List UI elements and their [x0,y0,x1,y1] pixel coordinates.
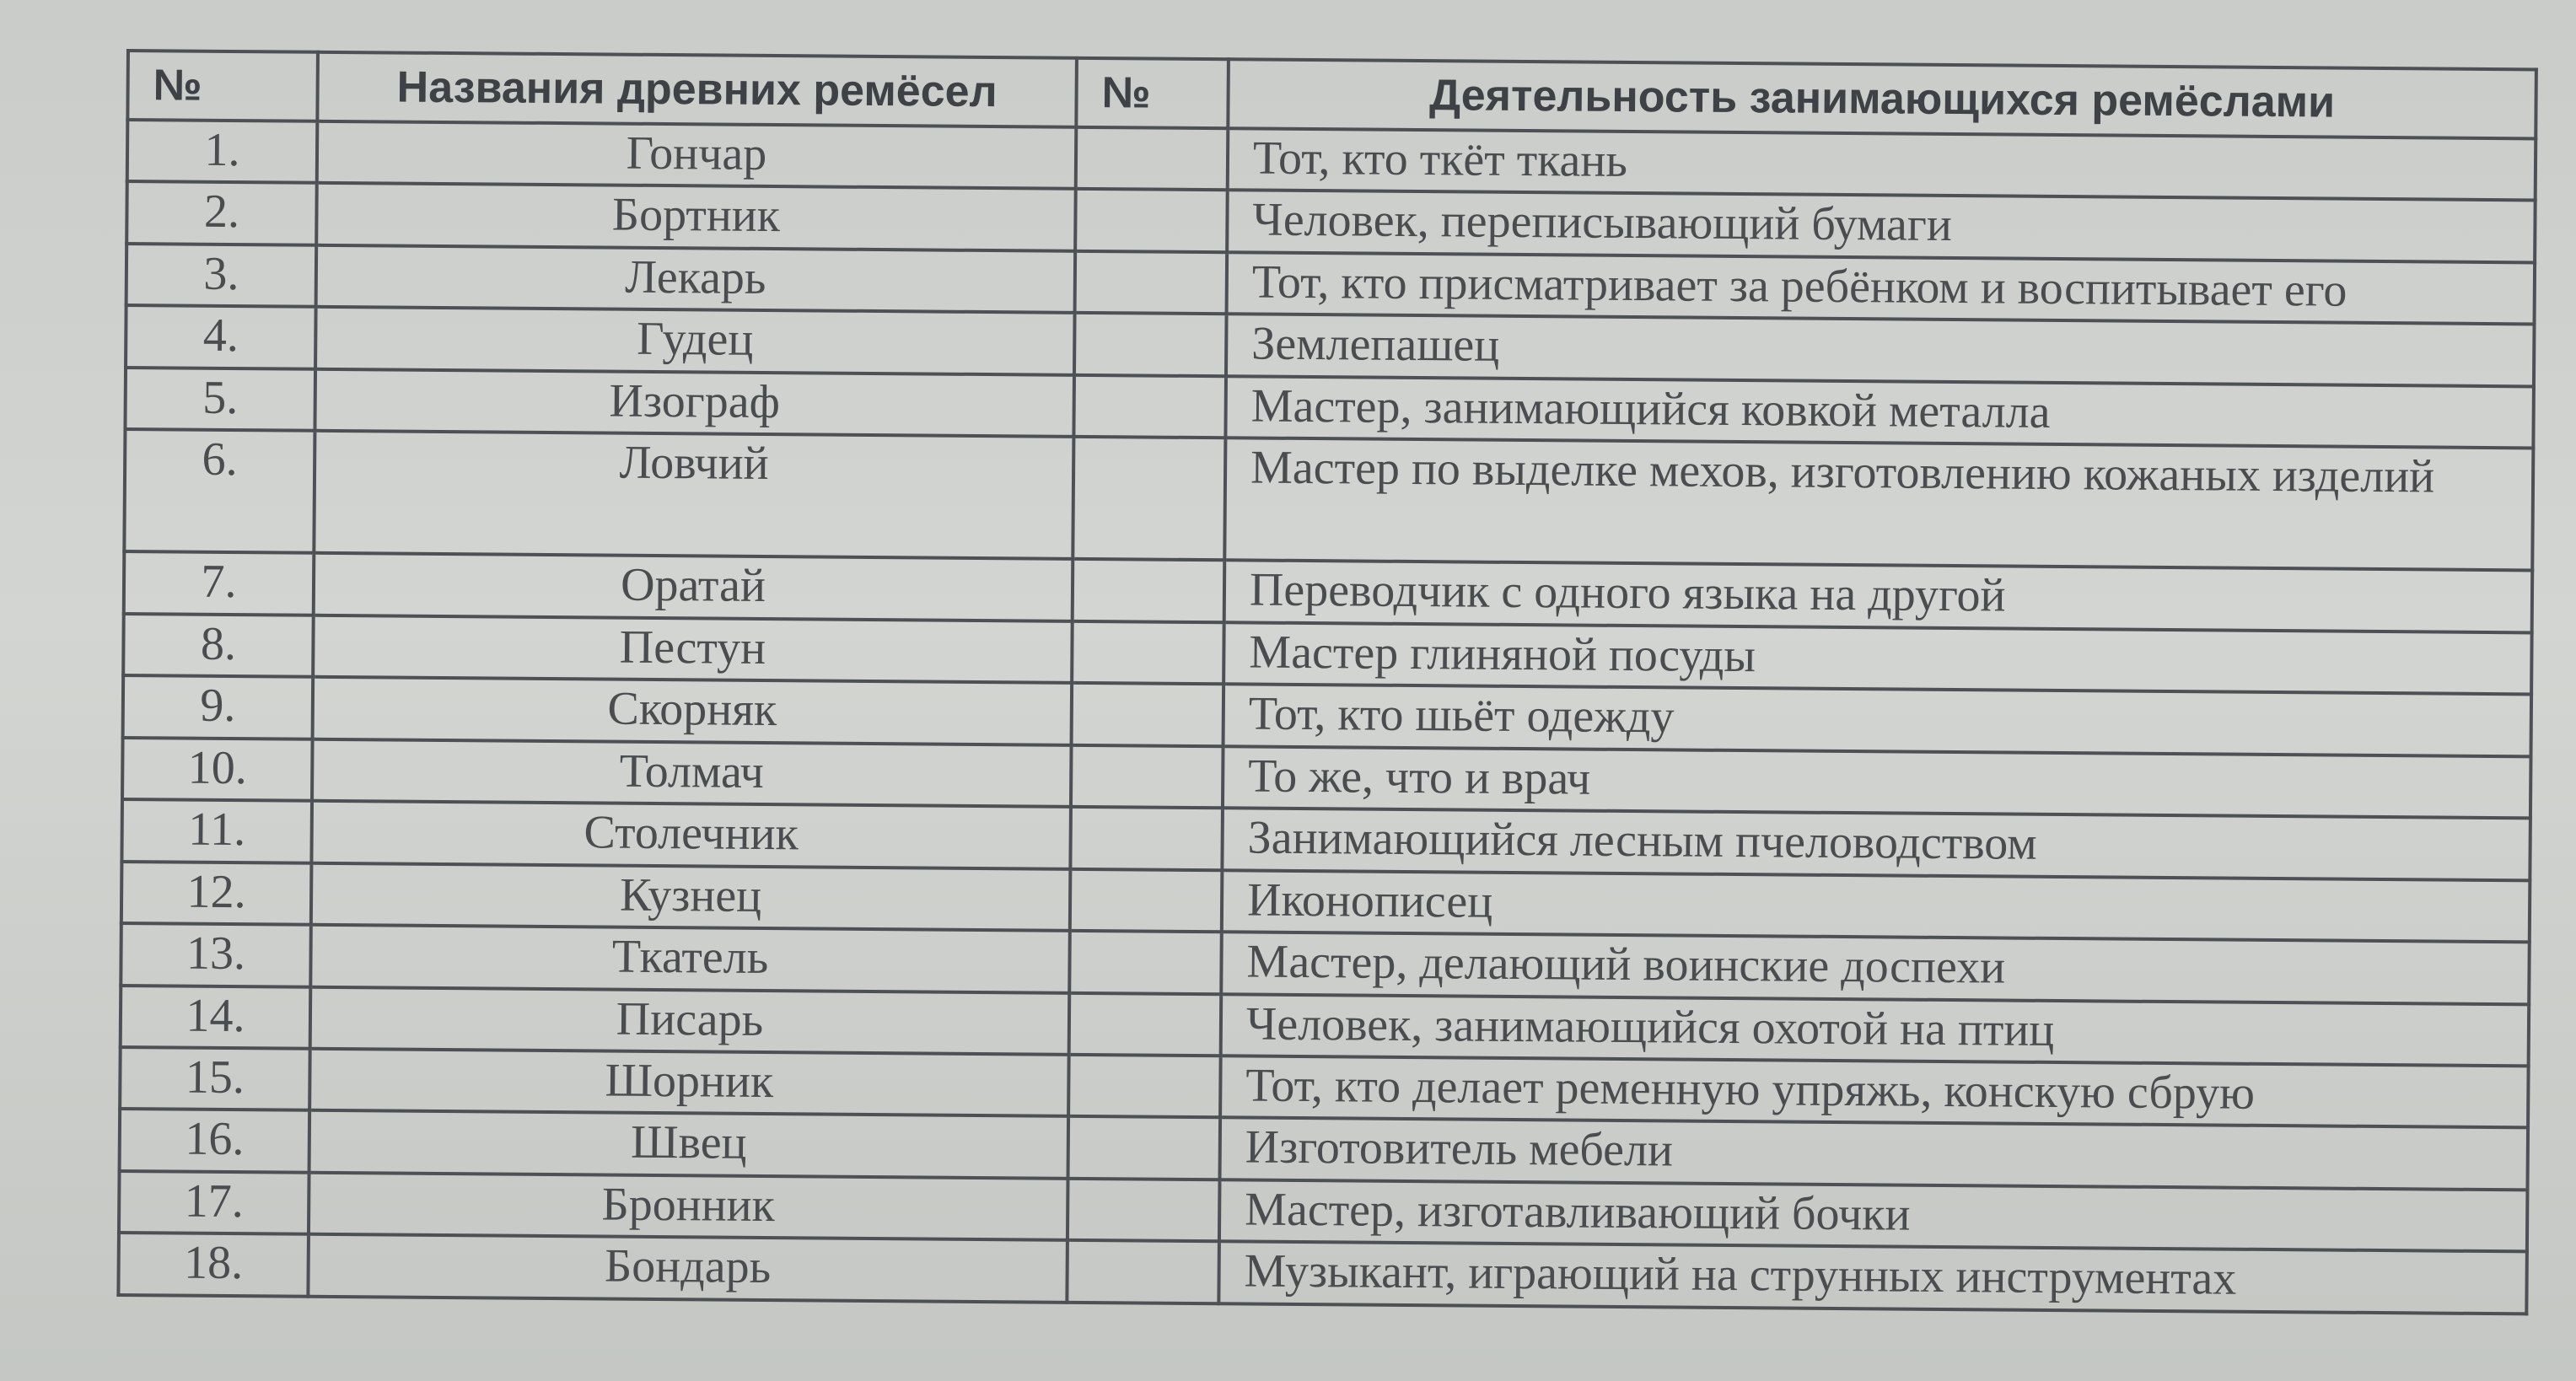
craft-activity: Землепашец [1226,314,2535,387]
answer-number-cell [1069,992,1222,1056]
row-number: 13. [121,923,311,986]
craft-name: Гудец [315,307,1075,375]
craft-activity: Иконописец [1222,870,2530,943]
answer-number-cell [1068,1179,1220,1242]
answer-number-cell [1068,1116,1221,1179]
crafts-table [116,49,2538,1315]
craft-activity: Тот, кто делает ременную упряжь, конскую сбрую [1220,1056,2529,1128]
row-number: 2. [126,181,317,244]
answer-number-cell [1068,1055,1221,1118]
answer-number-cell [1076,127,1229,191]
row-number: 1. [127,120,318,183]
row-number: 7. [124,551,315,615]
craft-activity: Мастер глиняной посуды [1223,622,2532,695]
craft-name: Швец [309,1110,1069,1179]
row-number: 16. [120,1109,310,1172]
craft-activity: Занимающийся лесным пчеловодством [1222,808,2530,880]
row-number: 11. [121,799,312,862]
answer-number-cell [1072,621,1224,685]
craft-activity: Мастер, делающий воинские доспехи [1221,932,2530,1004]
answer-number-cell [1067,1240,1219,1303]
row-number: 15. [120,1047,310,1110]
row-number: 3. [126,244,317,307]
craft-activity: Человек, переписывающий бумаги [1227,191,2536,263]
craft-activity: То же, что и врач [1223,746,2531,819]
craft-name: Бронник [309,1173,1068,1241]
craft-activity: Мастер, изготавливающий бочки [1219,1179,2528,1252]
answer-number-cell [1073,437,1225,560]
header-number-left: № [127,51,318,121]
craft-name: Лекарь [316,245,1076,314]
craft-name: Пестун [313,615,1073,683]
answer-number-cell [1073,559,1225,622]
answer-number-cell [1075,251,1228,314]
row-number: 4. [126,305,316,368]
craft-name: Скорняк [313,677,1073,745]
row-number: 9. [123,675,314,739]
row-number: 10. [122,738,313,801]
craft-name: Шорник [309,1049,1069,1117]
craft-name: Гончар [317,121,1077,190]
row-number: 14. [121,986,311,1049]
document-sheet [116,49,2538,1315]
craft-name: Оратай [314,553,1073,621]
header-craft-activities: Деятельность занимающихся ремёслами [1228,59,2536,138]
craft-name: Кузнец [311,862,1071,931]
answer-number-cell [1072,683,1224,746]
row-number: 8. [123,614,314,677]
craft-name: Бортник [316,183,1076,251]
row-number: 18. [118,1233,309,1296]
row-number: 12. [121,862,312,925]
craft-name: Ткатель [310,925,1070,993]
row-number: 17. [119,1171,309,1234]
craft-name: Столечник [311,801,1071,869]
craft-name: Ловчий [314,431,1073,559]
answer-number-cell [1069,931,1222,994]
answer-number-cell [1075,189,1228,252]
table-row [124,429,2533,570]
row-number: 6. [124,429,315,553]
craft-name: Изограф [315,369,1074,438]
craft-activity: Переводчик с одного языка на другой [1224,560,2533,632]
craft-activity: Тот, кто присматривает за ребёнком и воспитывает его [1227,252,2536,325]
answer-number-cell [1074,313,1227,376]
answer-number-cell [1071,744,1223,808]
row-number: 5. [125,368,315,431]
craft-activity: Мастер по выделке мехов, изготовлению кожаных изделий [1224,438,2533,571]
craft-name: Писарь [310,986,1070,1055]
answer-number-cell [1073,375,1226,438]
craft-activity: Тот, кто ткёт ткань [1228,128,2536,201]
craft-name: Бондарь [308,1234,1068,1303]
craft-activity: Человек, занимающийся охотой на птиц [1221,994,2530,1067]
header-craft-names: Названия древних ремёсел [317,52,1077,127]
craft-activity: Тот, кто шьёт одежду [1223,684,2532,756]
craft-activity: Музыкант, играющий на струнных инструментах [1218,1242,2527,1314]
craft-activity: Изготовитель мебели [1220,1118,2529,1190]
craft-activity: Мастер, занимающийся ковкой металла [1225,376,2534,449]
header-number-right: № [1076,58,1229,128]
answer-number-cell [1070,868,1223,932]
craft-name: Толмач [312,739,1072,807]
answer-number-cell [1070,807,1223,870]
